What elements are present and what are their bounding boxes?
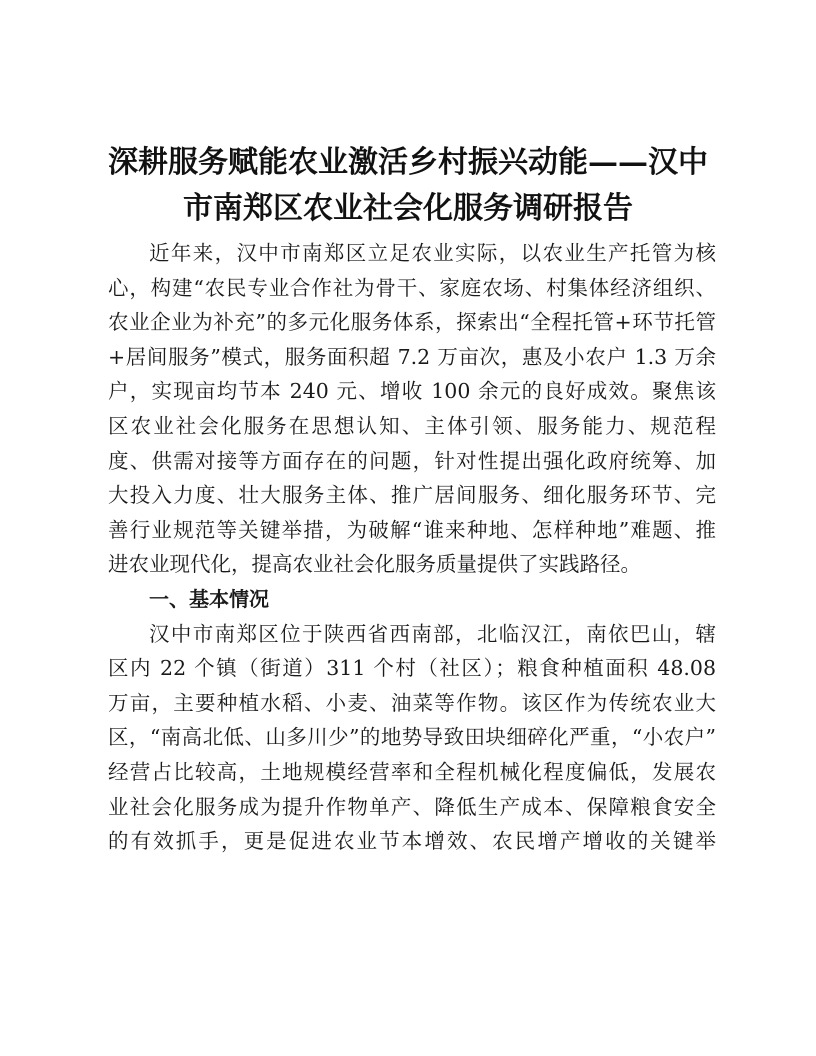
document-title (96, 140, 720, 232)
section1-line-2: 区内 22 个镇（街道）311 个村（社区）；粮食种植面积 48.08 (108, 656, 716, 681)
title-line-2: 市南郑区农业社会化服务调研报告 (183, 191, 633, 226)
section1-line-5: 经营占比较高，土地规模经营率和全程机械化程度偏低，发展农 (108, 759, 716, 784)
intro-line-5: 户，实现亩均节本 240 元、增收 100 余元的良好成效。聚焦该 (108, 379, 716, 404)
section1-line-7: 的有效抓手，更是促进农业节本增效、农民增产增收的关键举 (108, 829, 716, 854)
intro-line-10: 进农业现代化，提高农业社会化服务质量提供了实践路径。 (108, 552, 641, 577)
section1-paragraph (108, 617, 716, 859)
section1-line-6: 业社会化服务成为提升作物单产、降低生产成本、保障粮食安全 (108, 794, 716, 819)
section1-line-3: 万亩，主要种植水稻、小麦、油菜等作物。该区作为传统农业大 (108, 690, 716, 715)
section-heading-basic-situation: 一、基本情况 (149, 586, 269, 611)
intro-line-1: 近年来，汉中市南郑区立足农业实际，以农业生产托管为核 (149, 241, 716, 265)
document-body (108, 236, 716, 859)
intro-line-6: 区农业社会化服务在思想认知、主体引领、服务能力、规范程 (108, 413, 716, 438)
intro-line-3: 农业企业为补充”的多元化服务体系，探索出“全程托管+环节托管 (108, 310, 716, 335)
intro-line-4: +居间服务”模式，服务面积超 7.2 万亩次，惠及小农户 1.3 万余 (108, 344, 716, 369)
title-line-1: 深耕服务赋能农业激活乡村振兴动能——汉中 (108, 145, 708, 180)
section1-line-4: 区，“南高北低、山多川少”的地势导致田块细碎化严重，“小农户” (108, 725, 716, 750)
intro-line-8: 大投入力度、壮大服务主体、推广居间服务、细化服务环节、完 (108, 483, 716, 508)
intro-line-2: 心，构建“农民专业合作社为骨干、家庭农场、村集体经济组织、 (108, 275, 716, 300)
intro-line-7: 度、供需对接等方面存在的问题，针对性提出强化政府统筹、加 (108, 448, 716, 473)
intro-paragraph (108, 236, 716, 582)
section1-line-1: 汉中市南郑区位于陕西省西南部，北临汉江，南依巴山，辖 (149, 621, 716, 646)
intro-line-9: 善行业规范等关键举措，为破解“谁来种地、怎样种地”难题、推 (108, 517, 716, 542)
